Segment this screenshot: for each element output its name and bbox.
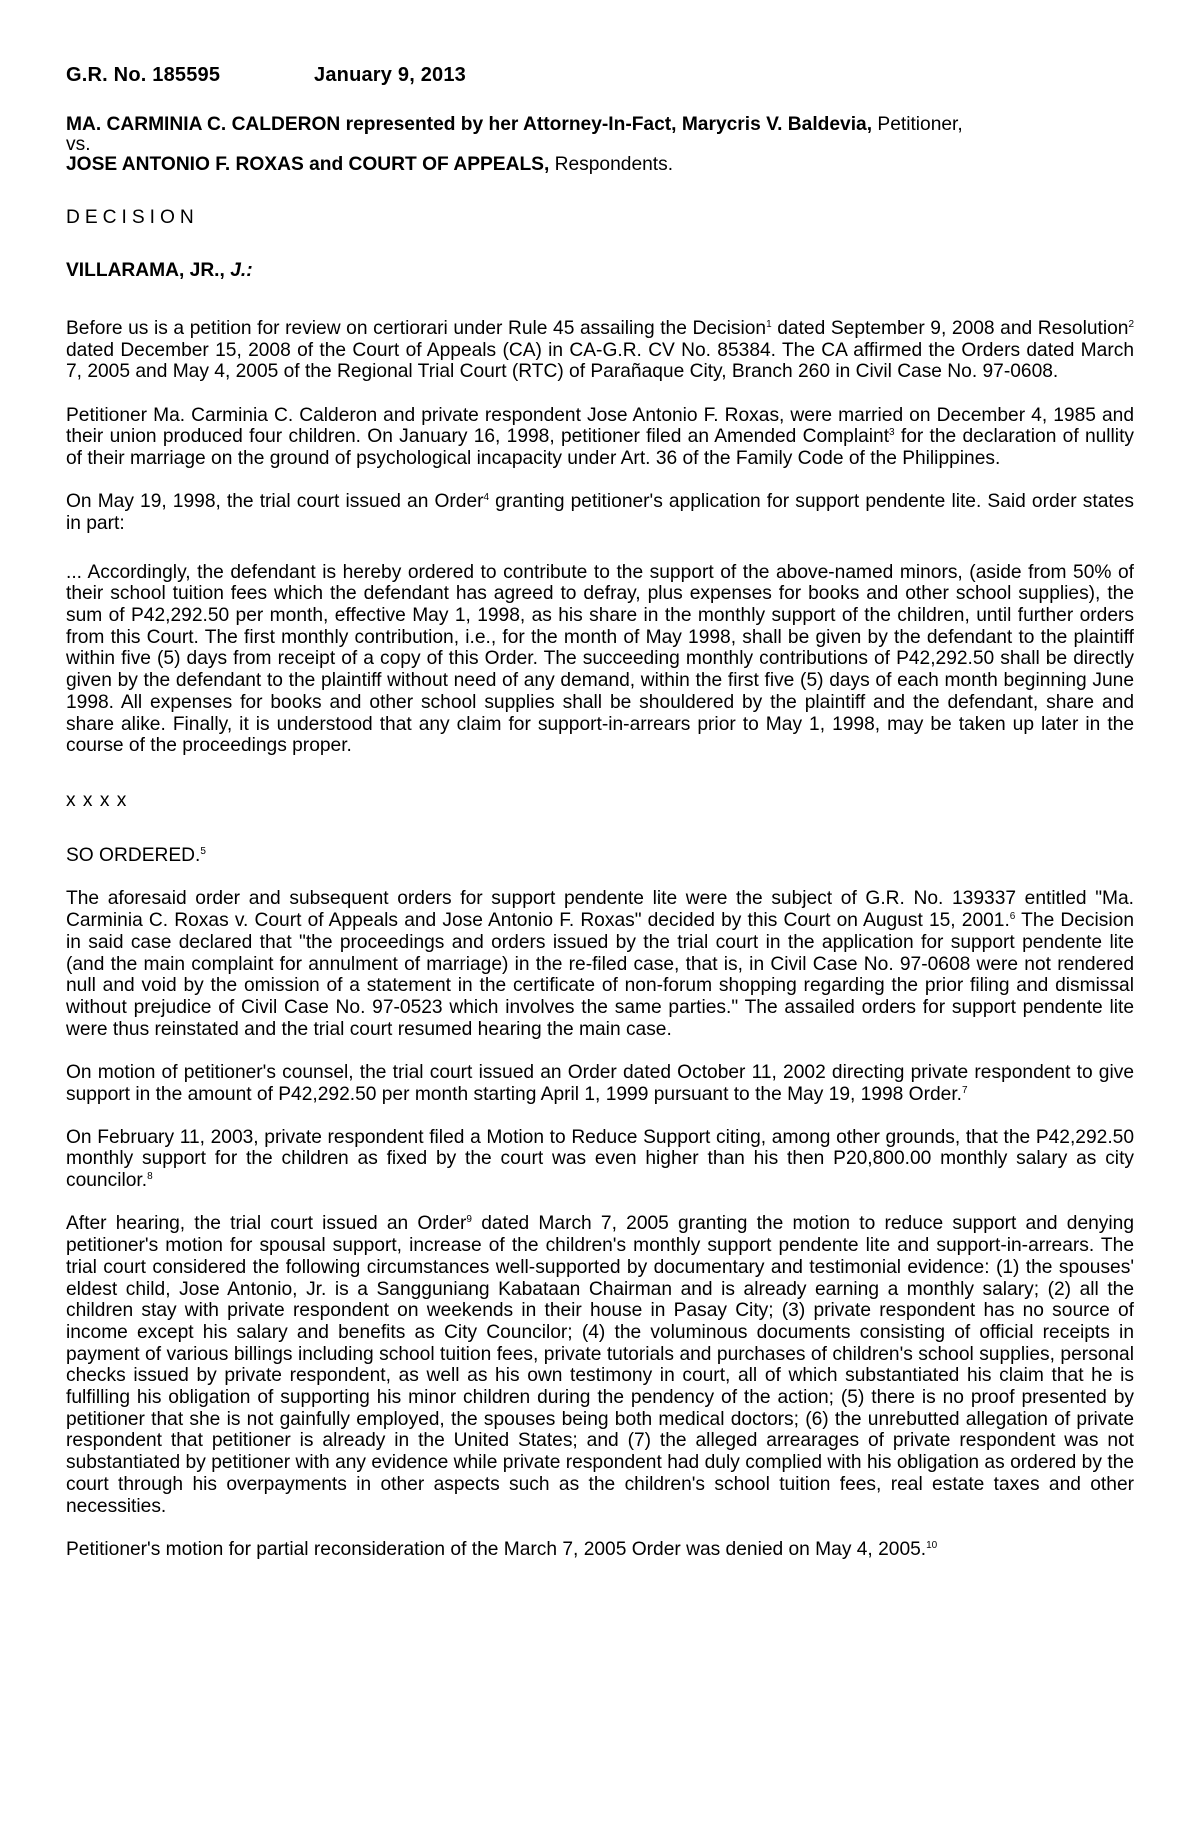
- paragraph-text: Petitioner Ma. Carminia C. Calderon and private respondent Jose Antonio F. Roxas, were married on December 4, 1985 and their union produced four children. On January 16, 1998, petitioner filed an Amended Complaint: [66, 404, 1134, 448]
- footnote-ref: 9: [466, 1214, 472, 1226]
- paragraph-text: dated December 15, 2008 of the Court of Appeals (CA) in CA-G.R. CV No. 85384. The CA affirmed the Orders dated March 7, 2005 and May 4, 2005 of the Regional Trial Court (RTC) of Parañaque City, Branch 260 in Civil Case No. 97-0608.: [66, 339, 1134, 383]
- paragraph-8: [66, 1539, 1134, 1561]
- so-ordered-text: SO ORDERED.: [66, 844, 201, 866]
- footnote-ref: 8: [147, 1171, 153, 1183]
- footnote-ref: 6: [1009, 911, 1016, 923]
- paragraph-text: The Decision in said case declared that "the proceedings and orders issued by the trial court in the application for support pendente lite (and the main complaint for annulment of marriage) in the re-filed case, that is, in Civil Case No. 97-0608 were not rendered null and void by the omission of a statement in the certificate of non-forum shopping regarding the prior filing and dismissal without prejudice of Civil Case No. 97-0523 which involves the same parties." The assailed orders for support pendente lite were thus reinstated and the trial court resumed hearing the main case.: [66, 910, 1134, 1040]
- respondent-name: JOSE ANTONIO F. ROXAS and COURT OF APPEALS,: [66, 154, 550, 175]
- paragraph-text: After hearing, the trial court issued an Order: [66, 1213, 467, 1235]
- decision-heading: DECISION: [66, 207, 199, 228]
- case-header: [66, 64, 1134, 87]
- paragraph-text: On motion of petitioner's counsel, the trial court issued an Order dated October 11, 2002 directing private respondent to give support in the amount of P42,292.50 per month starting April 1, 1999 pursuant to the May 19, 1998 Order.: [66, 1061, 1134, 1105]
- paragraph-text: On May 19, 1998, the trial court issued an Order: [66, 491, 484, 513]
- ponente: [66, 260, 1134, 282]
- paragraph-text: The aforesaid order and subsequent orders for support pendente lite were the subject of G.R. No. 139337 entitled "Ma. Carminia C. Roxas v. Court of Appeals and Jose Antonio F. Roxas" decided by this Court on August 15, 2001.: [66, 888, 1134, 932]
- footnote-ref: 5: [200, 845, 206, 857]
- footnote-ref: 3: [889, 427, 895, 439]
- petitioner-role: Petitioner,: [877, 114, 963, 135]
- petitioner-name: MA. CARMINIA C. CALDERON represented by her Attorney-In-Fact, Marycris V. Baldevia,: [66, 114, 873, 135]
- petitioner-line: [66, 115, 1134, 135]
- paragraph-text: Petitioner's motion for partial reconsideration of the March 7, 2005 Order was denied on May 4, 2005.: [66, 1538, 927, 1560]
- respondent-role: Respondents.: [554, 154, 674, 175]
- so-ordered: [66, 845, 1134, 867]
- ponente-name: VILLARAMA, JR.,: [66, 260, 225, 281]
- decision-date: January 9, 2013: [314, 64, 466, 86]
- paragraph-2: [66, 405, 1134, 470]
- paragraph-text: for the declaration of nullity of their marriage on the ground of psychological incapacity under Art. 36 of the Family Code of the Philippines.: [66, 426, 1134, 470]
- quoted-order: ... Accordingly, the defendant is hereby ordered to contribute to the support of the above-named minors, (aside from 50% of their school tuition fees which the defendant has agreed to defray, plus expenses for books and other school supplies), the sum of P42,292.50 per month, effective May 1, 1998, as his share in the monthly support of the children, until further orders from this Court. The first monthly contribution, i.e., for the month of May 1998, shall be given by the defendant to the plaintiff within five (5) days from receipt of a copy of this Order. The succeeding monthly contributions of P42,292.50 shall be directly given by the defendant to the plaintiff without need of any demand, within the first five (5) days of each month beginning June 1998. All expenses for books and other school supplies shall be shouldered by the plaintiff and the defendant, share and share alike. Finally, it is understood that any claim for support-in-arrears prior to May 1, 1998, may be taken up later in the course of the proceedings proper.: [66, 561, 1134, 757]
- respondent-line: [66, 155, 1134, 175]
- paragraph-7: [66, 1213, 1134, 1517]
- ponente-title: J.:: [230, 260, 253, 281]
- paragraph-text: On February 11, 2003, private respondent filed a Motion to Reduce Support citing, among other grounds, that the P42,292.50 monthly support for the children as fixed by the court was even higher than his then P20,800.00 monthly salary as city councilor.: [66, 1126, 1134, 1192]
- paragraph-text: granting petitioner's application for support pendente lite. Said order states in part:: [66, 491, 1134, 534]
- paragraph-6: [66, 1127, 1134, 1192]
- footnote-ref: 4: [483, 492, 490, 504]
- footnote-ref: 2: [1128, 319, 1135, 330]
- paragraph-4: [66, 888, 1134, 1040]
- paragraph-text: dated September 9, 2008 and Resolution: [771, 318, 1129, 339]
- versus: vs.: [66, 134, 91, 155]
- paragraph-3: [66, 491, 1134, 534]
- paragraph-text: dated March 7, 2005 granting the motion to reduce support and denying petitioner's motion for spousal support, increase of the children's monthly support pendente lite and support-in-arrears. The trial court considered the following circumstances well-supported by documentary and testimonial evidence: (1) the spouses' eldest child, Jose Antonio, Jr. is a Sangguniang Kabataan Chairman and is already earning a monthly salary; (2) all the children stay with private respondent on weekends in their house in Pasay City; (3) private respondent has no source of income except his salary and benefits as City Councilor; (4) the voluminous documents consisting of official receipts in payment of various billings including school tuition fees, private tutorials and purchases of children's school supplies, personal checks issued by private respondent, as well as his own testimony in court, all of which substantiated his claim that he is fulfilling his obligation of supporting his minor children during the pendency of the action; (5) there is no proof presented by petitioner that she is not gainfully employed, the spouses being both medical doctors; (6) the unrebutted allegation of private respondent that petitioner is already in the United States; and (7) the alleged arrearages of private respondent was not substantiated by petitioner with any evidence while private respondent had duly complied with his obligation as ordered by the court through his overpayments in other aspects such as the children's school tuition fees, real estate taxes and other necessities.: [66, 1213, 1134, 1517]
- footnote-ref: 10: [926, 1539, 938, 1551]
- footnote-ref: 7: [961, 1084, 968, 1096]
- paragraph-text: Before us is a petition for review on certiorari under Rule 45 assailing the Decision: [66, 318, 767, 339]
- omission-marker: x x x x: [66, 789, 128, 811]
- gr-number: G.R. No. 185595: [66, 64, 221, 86]
- paragraph-5: [66, 1062, 1134, 1105]
- footnote-ref: 1: [766, 319, 772, 330]
- paragraph-1: [66, 318, 1134, 383]
- case-parties: [66, 115, 1134, 175]
